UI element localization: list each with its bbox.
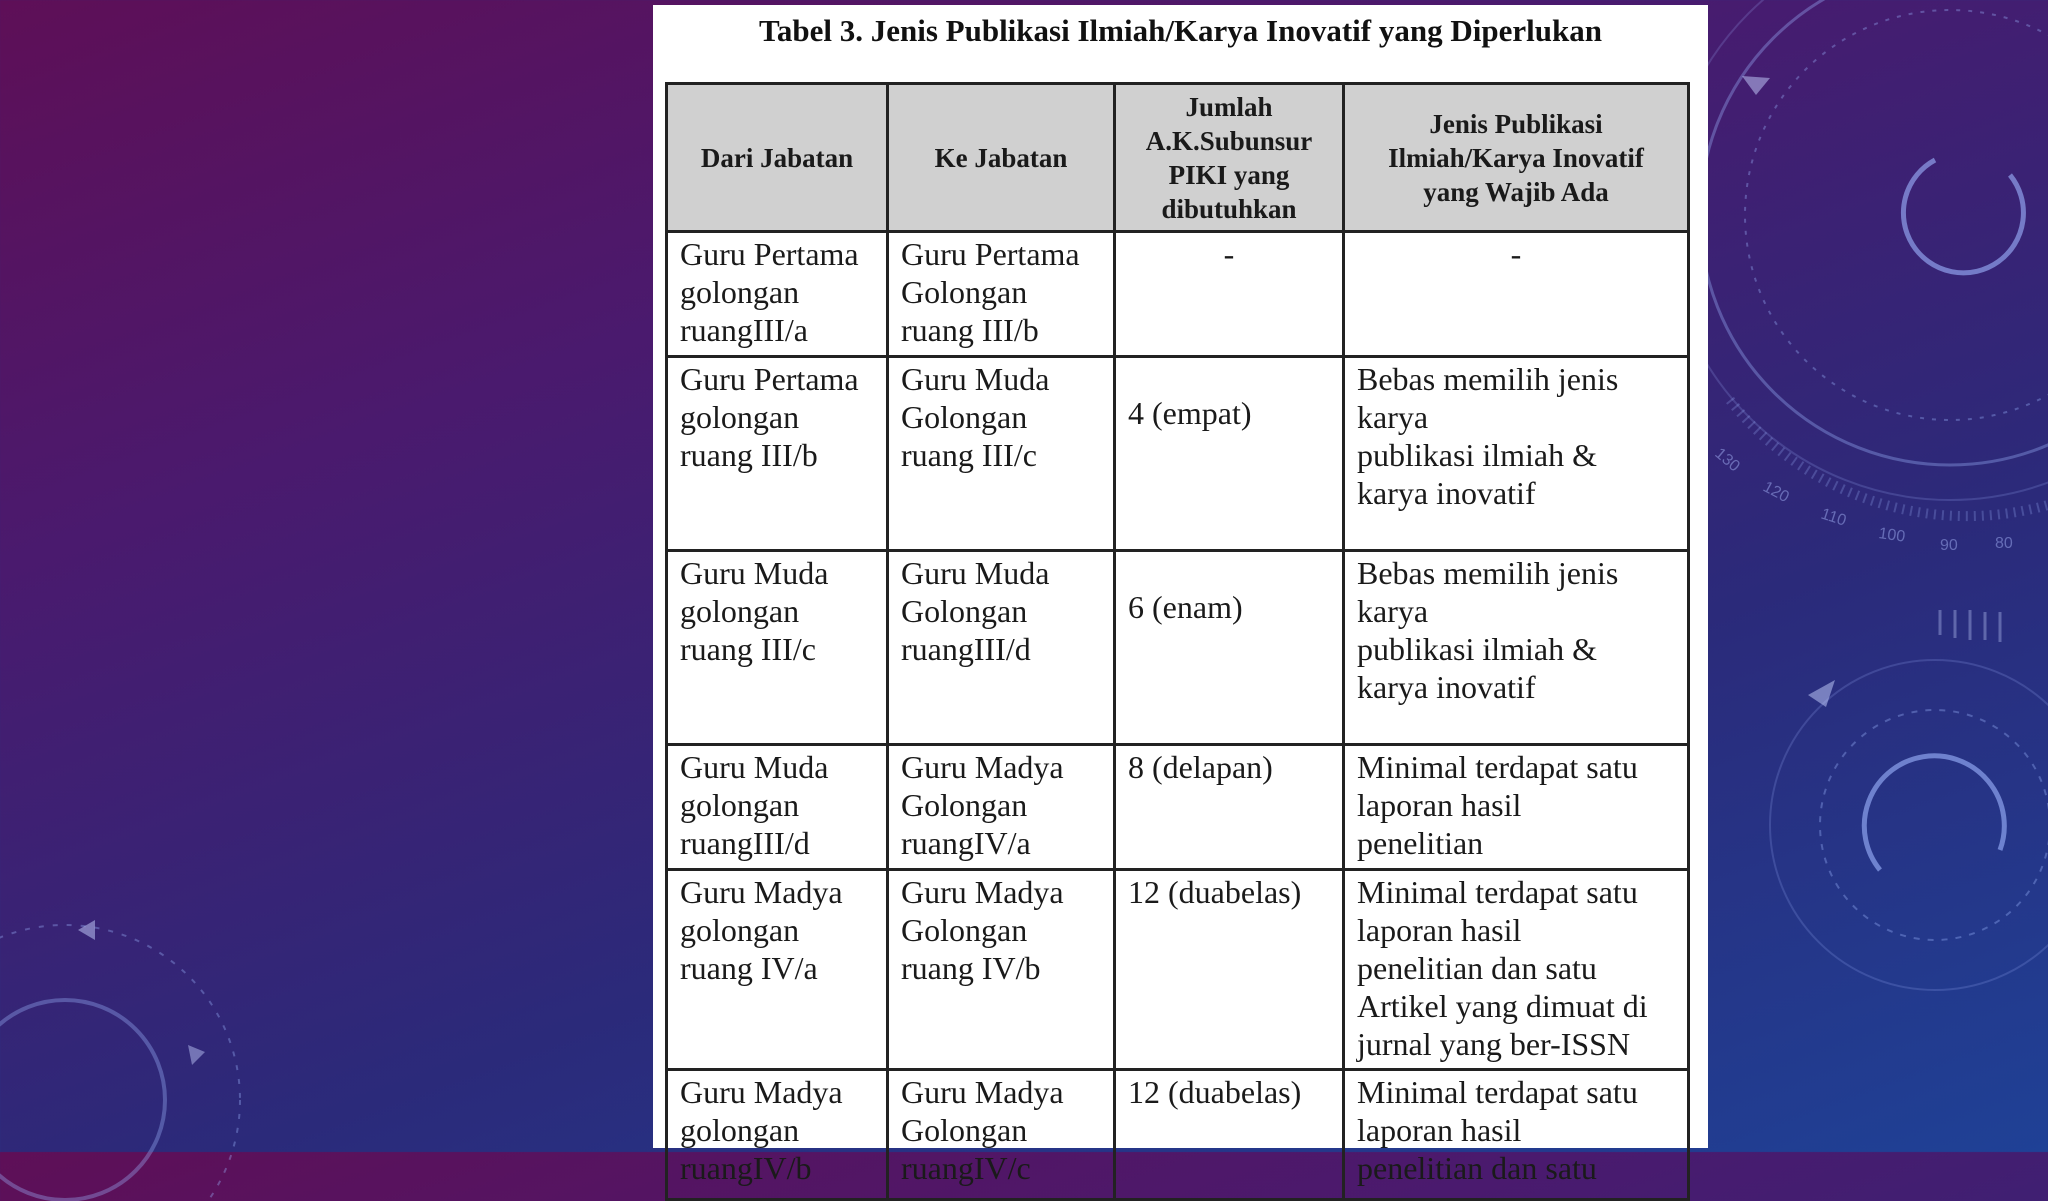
cell-jumlah-ak: 12 (duabelas)	[1115, 1070, 1344, 1200]
dial-label: 130	[1711, 445, 1743, 476]
document-panel	[653, 5, 1708, 1186]
dial-ring-top-right	[1665, 0, 2048, 516]
bar-marks	[1940, 610, 2000, 642]
cell-dari-jabatan: Guru Pertama golongan ruangIII/a	[667, 232, 888, 357]
cell-dari-jabatan: Guru Madya golongan ruangIV/b	[667, 1070, 888, 1200]
cell-jenis-publikasi: Minimal terdapat satu laporan hasil penelitian	[1344, 745, 1689, 870]
dial-ticks	[1711, 445, 2012, 554]
publication-requirements-table	[665, 82, 1690, 1201]
header-jumlah-ak: Jumlah A.K.Subunsur PIKI yang dibutuhkan	[1115, 84, 1344, 232]
dial-ring-bottom-right	[1770, 660, 2048, 990]
cell-dari-jabatan: Guru Pertama golongan ruang III/b	[667, 357, 888, 551]
dial-label: 90	[1940, 537, 1958, 554]
cell-ke-jabatan: Guru Muda Golongan ruangIII/d	[888, 551, 1115, 745]
table-row	[667, 1070, 1689, 1200]
dial-label: 100	[1877, 525, 1907, 546]
dial-label: 120	[1760, 478, 1792, 507]
cell-ke-jabatan: Guru Madya Golongan ruangIV/a	[888, 745, 1115, 870]
cell-dari-jabatan: Guru Muda golongan ruangIII/d	[667, 745, 888, 870]
cell-dari-jabatan: Guru Muda golongan ruang III/c	[667, 551, 888, 745]
cell-jumlah-ak: 6 (enam)	[1115, 551, 1344, 745]
table-row	[667, 551, 1689, 745]
cell-jumlah-ak: 4 (empat)	[1115, 357, 1344, 551]
cell-jenis-publikasi: Bebas memilih jenis karya publikasi ilmiah & karya inovatif	[1344, 551, 1689, 745]
cell-jumlah-ak: 8 (delapan)	[1115, 745, 1344, 870]
arrow-icon-top-right	[1742, 76, 1770, 95]
header-dari-jabatan: Dari Jabatan	[667, 84, 888, 232]
cell-dari-jabatan: Guru Madya golongan ruang IV/a	[667, 870, 888, 1070]
cell-jenis-publikasi: Minimal terdapat satu laporan hasil penelitian dan satu Artikel yang dimuat di jurnal yang ber-ISSN	[1344, 870, 1689, 1070]
cell-jenis-publikasi: -	[1344, 232, 1689, 357]
table-row	[667, 745, 1689, 870]
table-row	[667, 232, 1689, 357]
table-row	[667, 870, 1689, 1070]
dial-label: 80	[1995, 535, 2013, 552]
header-jenis-publikasi: Jenis Publikasi Ilmiah/Karya Inovatif yang Wajib Ada	[1344, 84, 1689, 232]
cell-jenis-publikasi: Minimal terdapat satu laporan hasil penelitian dan satu	[1344, 1070, 1689, 1200]
cell-jenis-publikasi: Bebas memilih jenis karya publikasi ilmiah & karya inovatif	[1344, 357, 1689, 551]
cell-jumlah-ak: -	[1115, 232, 1344, 357]
table-header-row	[667, 84, 1689, 232]
table-title: Tabel 3. Jenis Publikasi Ilmiah/Karya Inovatif yang Diperlukan	[759, 13, 1602, 48]
dial-ring-bottom-left	[0, 920, 240, 1201]
cell-jumlah-ak: 12 (duabelas)	[1115, 870, 1344, 1070]
cell-ke-jabatan: Guru Muda Golongan ruang III/c	[888, 357, 1115, 551]
cell-ke-jabatan: Guru Pertama Golongan ruang III/b	[888, 232, 1115, 357]
header-ke-jabatan: Ke Jabatan	[888, 84, 1115, 232]
dial-label: 110	[1818, 505, 1849, 530]
cell-ke-jabatan: Guru Madya Golongan ruang IV/b	[888, 870, 1115, 1070]
table-row	[667, 357, 1689, 551]
cell-ke-jabatan: Guru Madya Golongan ruangIV/c	[888, 1070, 1115, 1200]
